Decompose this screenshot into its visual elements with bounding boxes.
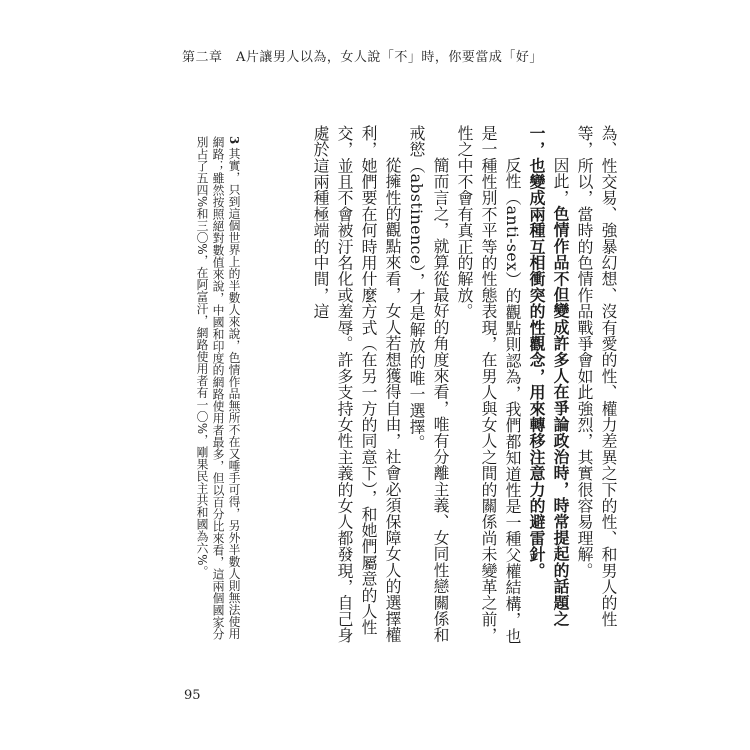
paragraph-1: 為、性交易、強暴幻想、沒有愛的性、權力差異之下的性、和男人的性等，所以，當時的色情作品戰爭會如此強烈，其實很容易理解。	[575, 125, 618, 628]
running-head: 第二章 A片讓男人以為，女人說「不」時，你要當成「好」	[182, 50, 543, 65]
footnote	[172, 136, 242, 641]
page-number: 95	[184, 688, 201, 703]
footnote-text: 其實，只到這個世界上的半數人來說，色情作品無所不在又唾手可得，另外半數人則無法使用網路；雖然按照絕對數值來說，中國和印度的網路使用者最多，但以百分比來看，這兩個國家分別占了五四%和三〇%，在阿富汗，網路使用者有一〇%，剛果民主共和國為六%。	[195, 136, 241, 640]
paragraph-2-bold: 色情作品不但變成許多人在爭論政治時，時常提起的話題之一，也變成兩種互相衝突的性觀念，用來轉移注意力的避雷針。	[527, 125, 570, 627]
paragraph-4: 簡而言之，就算從最好的角度來看，唯有分離主義、女同性戀關係和戒慾（abstinence），才是解放的唯一選擇。	[407, 125, 450, 643]
paragraph-2	[524, 125, 572, 645]
paragraph-3: 反性（anti-sex）的觀點則認為，我們都知道性是一種父權結構，也是一種性別不平等的性態表現，在男人與女人之間的關係尚未變革之前，性之中不會有真正的解放。	[455, 125, 522, 644]
body-text	[250, 125, 620, 645]
paragraph-5: 從擁性的觀點來看，女人若想獲得自由，社會必須保障女人的選擇權利，她們要在何時用什麼方式（在另一方的同意下），和她們屬意的人性交，並且不會被汙名化或羞辱。許多支持女性主義的女人都發現，自己身處於這兩種極端的中間，這	[311, 125, 402, 644]
footnote-mark: 3	[227, 136, 241, 145]
paragraph-2-prefix: 因此，	[551, 156, 570, 206]
